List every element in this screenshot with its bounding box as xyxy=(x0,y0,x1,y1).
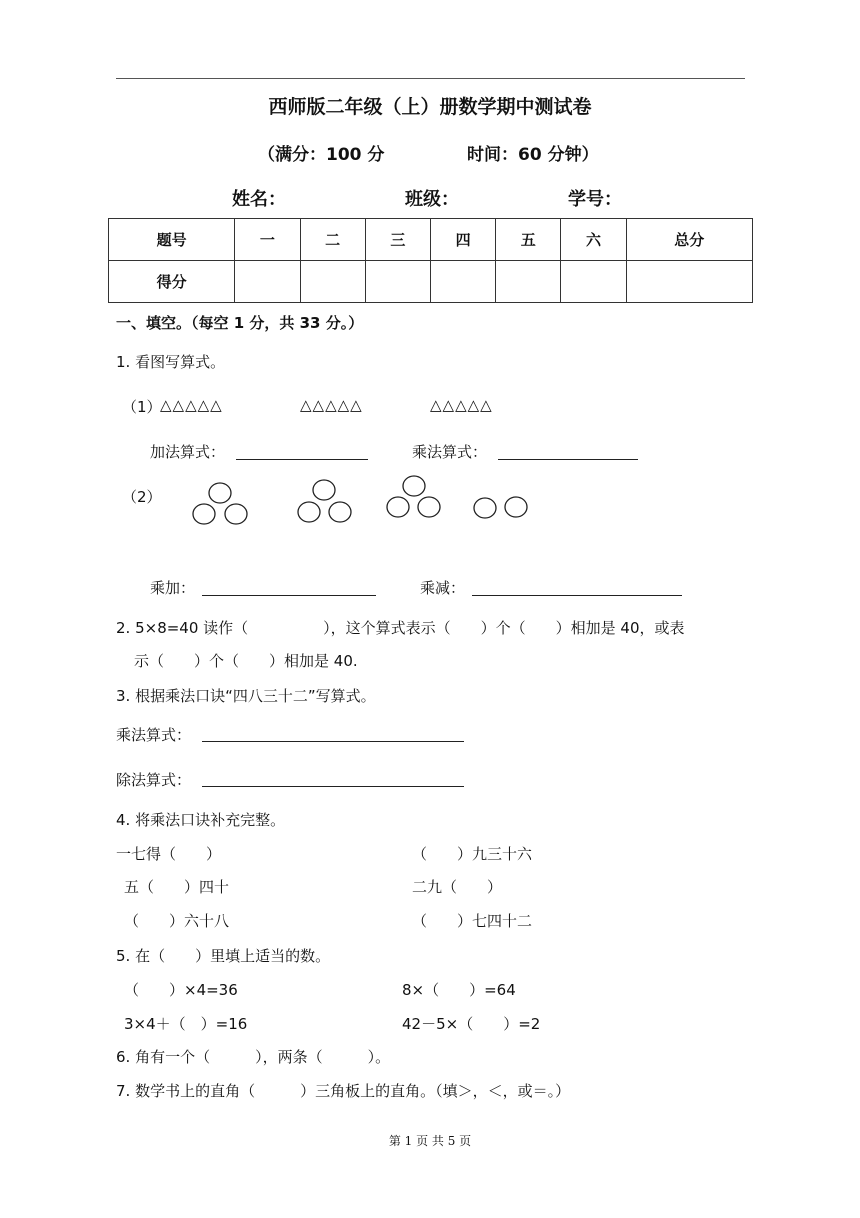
q3-multiplication-answer-line[interactable] xyxy=(202,741,464,742)
score-cell[interactable] xyxy=(430,261,495,303)
multiply-subtract-answer-line[interactable] xyxy=(472,595,682,596)
rhyme-item: 一七得（ ） xyxy=(116,845,222,863)
score-cell[interactable] xyxy=(496,261,561,303)
page-title: 西师版二年级（上）册数学期中测试卷 xyxy=(268,96,592,118)
score-table-score-row xyxy=(109,261,753,303)
score-cell[interactable] xyxy=(300,261,365,303)
student-id-label: 学号： xyxy=(568,189,622,210)
rhyme-item: （ ）六十八 xyxy=(124,912,230,930)
table-cell: 二 xyxy=(300,219,365,261)
fill-number-item: 3×4＋（ ）=16 xyxy=(124,1015,248,1033)
header-rule xyxy=(116,78,745,79)
question-2-line-1: 2. 5×8=40 读作（ ），这个算式表示（ ）个（ ）相加是 40，或表 xyxy=(116,619,685,637)
addition-label: 加法算式： xyxy=(150,443,226,461)
question-4: 4. 将乘法口诀补充完整。 xyxy=(116,811,286,829)
triangle-group: △△△△△ xyxy=(430,396,493,414)
triangle-group: △△△△△ xyxy=(300,396,363,414)
score-table-header-row xyxy=(109,219,753,261)
rhyme-item: （ ）七四十二 xyxy=(412,912,533,930)
rhyme-item: 五（ ）四十 xyxy=(124,878,230,896)
table-cell: 三 xyxy=(365,219,430,261)
q3-division-label: 除法算式： xyxy=(116,771,192,789)
question-1: 1. 看图写算式。 xyxy=(116,353,226,371)
question-2-line-2: 示（ ）个（ ）相加是 40. xyxy=(134,652,358,670)
score-cell[interactable] xyxy=(561,261,626,303)
q3-division-answer-line[interactable] xyxy=(202,786,464,787)
page-footer: 第 1 页 共 5 页 xyxy=(388,1134,472,1148)
circle-groups-figure xyxy=(180,472,540,532)
name-label: 姓名： xyxy=(232,189,286,210)
table-cell: 五 xyxy=(496,219,561,261)
full-score: （满分：100 分 xyxy=(258,145,385,165)
part-2-label: （2） xyxy=(122,488,162,506)
fill-number-item: 42－5×（ ）=2 xyxy=(402,1015,541,1033)
rhyme-item: （ ）九三十六 xyxy=(412,845,533,863)
score-cell[interactable] xyxy=(626,261,752,303)
question-6: 6. 角有一个（ ），两条（ ）。 xyxy=(116,1048,391,1066)
question-7: 7. 数学书上的直角（ ）三角板上的直角。（填＞，＜，或＝。） xyxy=(116,1082,571,1100)
question-3: 3. 根据乘法口诀“四八三十二”写算式。 xyxy=(116,687,376,705)
score-cell[interactable] xyxy=(235,261,300,303)
rhyme-item: 二九（ ） xyxy=(412,878,503,896)
addition-answer-line[interactable] xyxy=(236,459,368,460)
time-limit: 时间：60 分钟） xyxy=(467,145,599,165)
table-cell: 题号 xyxy=(109,219,235,261)
fill-number-item: 8×（ ）=64 xyxy=(402,981,516,999)
table-cell: 一 xyxy=(235,219,300,261)
score-table xyxy=(108,218,753,303)
section-heading: 一、填空。（每空 1 分，共 33 分。） xyxy=(116,314,364,332)
multiply-subtract-label: 乘减： xyxy=(420,579,466,597)
class-label: 班级： xyxy=(405,189,459,210)
multiply-add-answer-line[interactable] xyxy=(202,595,376,596)
multiplication-answer-line[interactable] xyxy=(498,459,638,460)
table-cell: 六 xyxy=(561,219,626,261)
question-5: 5. 在（ ）里填上适当的数。 xyxy=(116,947,331,965)
table-cell: 得分 xyxy=(109,261,235,303)
q3-multiplication-label: 乘法算式： xyxy=(116,726,192,744)
triangle-group: △△△△△ xyxy=(160,396,223,414)
table-cell: 四 xyxy=(430,219,495,261)
fill-number-item: （ ）×4=36 xyxy=(124,981,238,999)
table-cell: 总分 xyxy=(626,219,752,261)
multiply-add-label: 乘加： xyxy=(150,579,196,597)
part-1-label: （1） xyxy=(122,398,162,416)
score-cell[interactable] xyxy=(365,261,430,303)
multiplication-label: 乘法算式： xyxy=(412,443,488,461)
